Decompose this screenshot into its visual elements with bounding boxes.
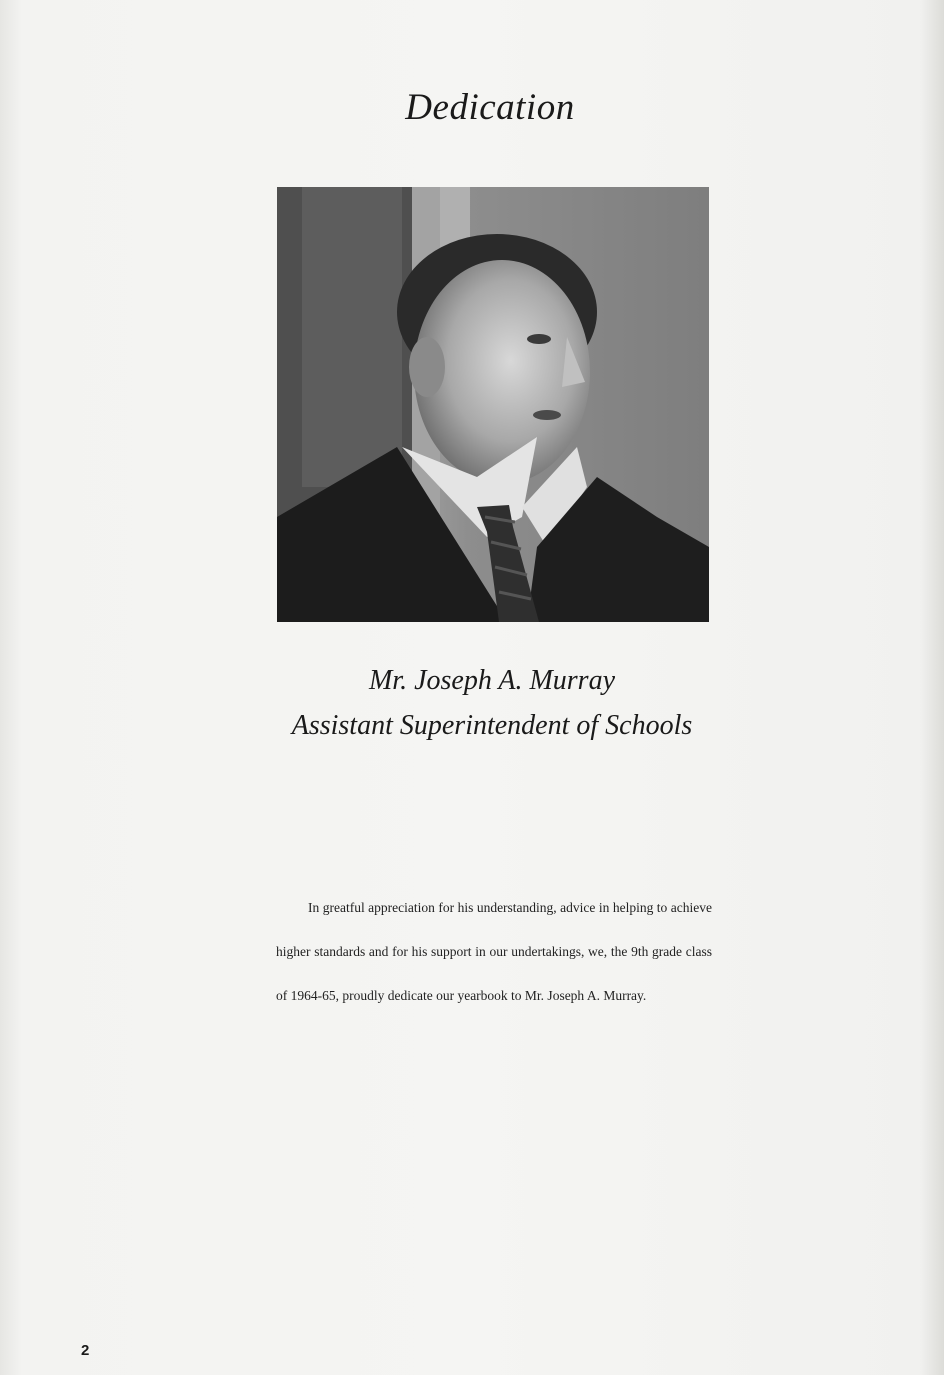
honoree-title: Assistant Superintendent of Schools — [291, 710, 693, 741]
dedication-paragraph — [276, 886, 712, 1018]
dedication-text: In greatful appreciation for his understanding, advice in helping to achieve higher standards and for his support in our undertakings, we, the 9th grade class of 1964-65, proudly dedicate our yearbook to Mr. Joseph A. Murray. — [276, 900, 712, 1003]
portrait-photo — [277, 187, 709, 622]
page-number: 2 — [81, 1342, 90, 1359]
honoree-name: Mr. Joseph A. Murray — [368, 665, 615, 696]
page-title: Dedication — [405, 87, 575, 128]
